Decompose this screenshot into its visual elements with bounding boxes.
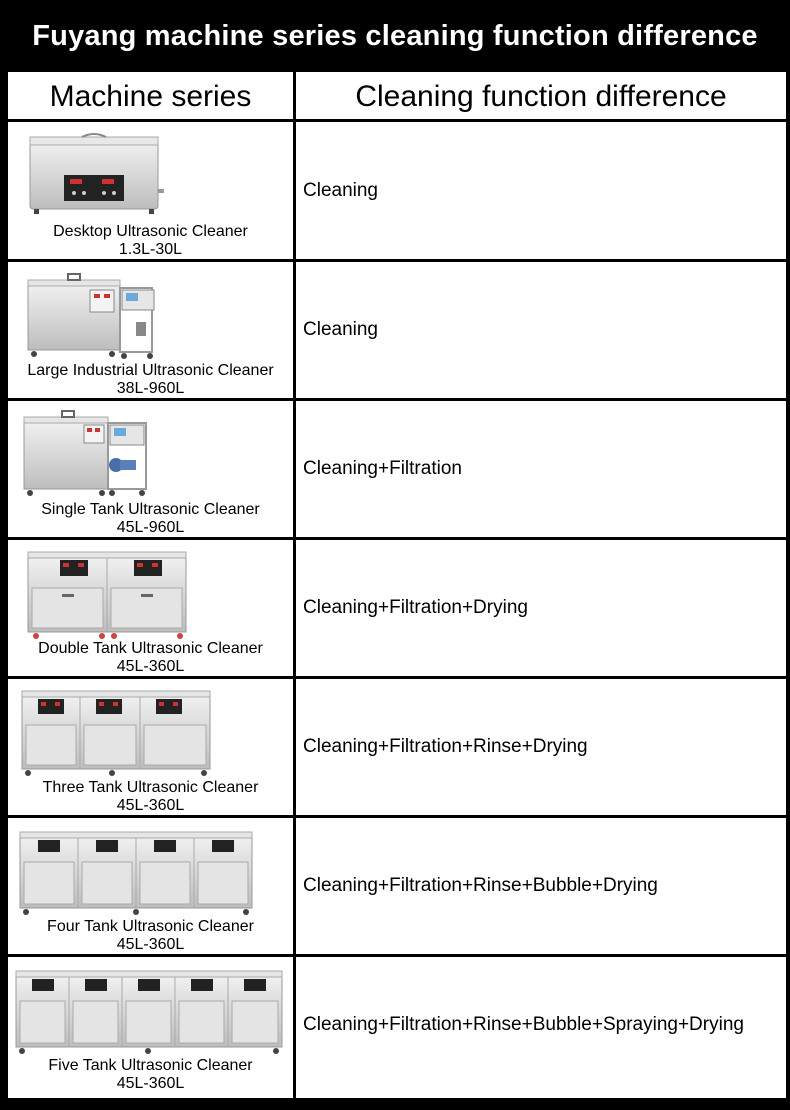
machine-name: Five Tank Ultrasonic Cleaner xyxy=(48,1057,253,1074)
machine-cell xyxy=(8,679,293,815)
table-row xyxy=(8,123,786,259)
function-cell: Cleaning+Filtration xyxy=(303,458,462,479)
page-title: Fuyang machine series cleaning function difference xyxy=(0,0,790,72)
table-row xyxy=(8,262,786,398)
table-row xyxy=(8,679,786,815)
machine-name: Desktop Ultrasonic Cleaner xyxy=(53,223,248,240)
function-cell: Cleaning+Filtration+Rinse+Bubble+Drying xyxy=(303,875,658,896)
machine-capacity: 45L-360L xyxy=(116,936,185,953)
machine-cell xyxy=(8,401,293,537)
machine-capacity: 45L-360L xyxy=(116,658,185,675)
machine-name: Three Tank Ultrasonic Cleaner xyxy=(42,779,259,796)
function-cell: Cleaning+Filtration+Rinse+Drying xyxy=(303,736,588,757)
function-cell: Cleaning+Filtration+Rinse+Bubble+Spraying+Drying xyxy=(303,1014,744,1035)
machine-name: Single Tank Ultrasonic Cleaner xyxy=(41,501,260,518)
header-machine-series: Machine series xyxy=(49,80,252,113)
row-divider xyxy=(8,119,786,122)
machine-cell xyxy=(8,818,293,954)
table-row xyxy=(8,540,786,676)
machine-capacity: 1.3L-30L xyxy=(118,241,183,258)
double-tank-image xyxy=(12,544,292,642)
table-row xyxy=(8,818,786,954)
table-row xyxy=(8,401,786,537)
four-tank-image xyxy=(12,822,292,920)
machine-cell xyxy=(8,540,293,676)
five-tank-image xyxy=(12,961,292,1059)
machine-name: Double Tank Ultrasonic Cleaner xyxy=(38,640,263,657)
function-cell: Cleaning xyxy=(303,180,378,201)
table-row xyxy=(8,957,786,1093)
machine-name: Large Industrial Ultrasonic Cleaner xyxy=(27,362,274,379)
desktop-cleaner-image xyxy=(12,127,292,225)
machine-cell xyxy=(8,957,293,1093)
header-cleaning-function: Cleaning function difference xyxy=(355,80,727,113)
machine-capacity: 45L-360L xyxy=(116,797,185,814)
machine-capacity: 38L-960L xyxy=(116,380,185,397)
single-tank-image xyxy=(12,405,292,503)
machine-capacity: 45L-960L xyxy=(116,519,185,536)
machine-name: Four Tank Ultrasonic Cleaner xyxy=(47,918,254,935)
machine-capacity: 45L-360L xyxy=(116,1075,185,1092)
function-cell: Cleaning xyxy=(303,319,378,340)
industrial-cleaner-image xyxy=(12,266,292,364)
machine-cell xyxy=(8,123,293,259)
function-cell: Cleaning+Filtration+Drying xyxy=(303,597,528,618)
comparison-table xyxy=(8,72,786,1098)
three-tank-image xyxy=(12,683,292,781)
machine-cell xyxy=(8,262,293,398)
